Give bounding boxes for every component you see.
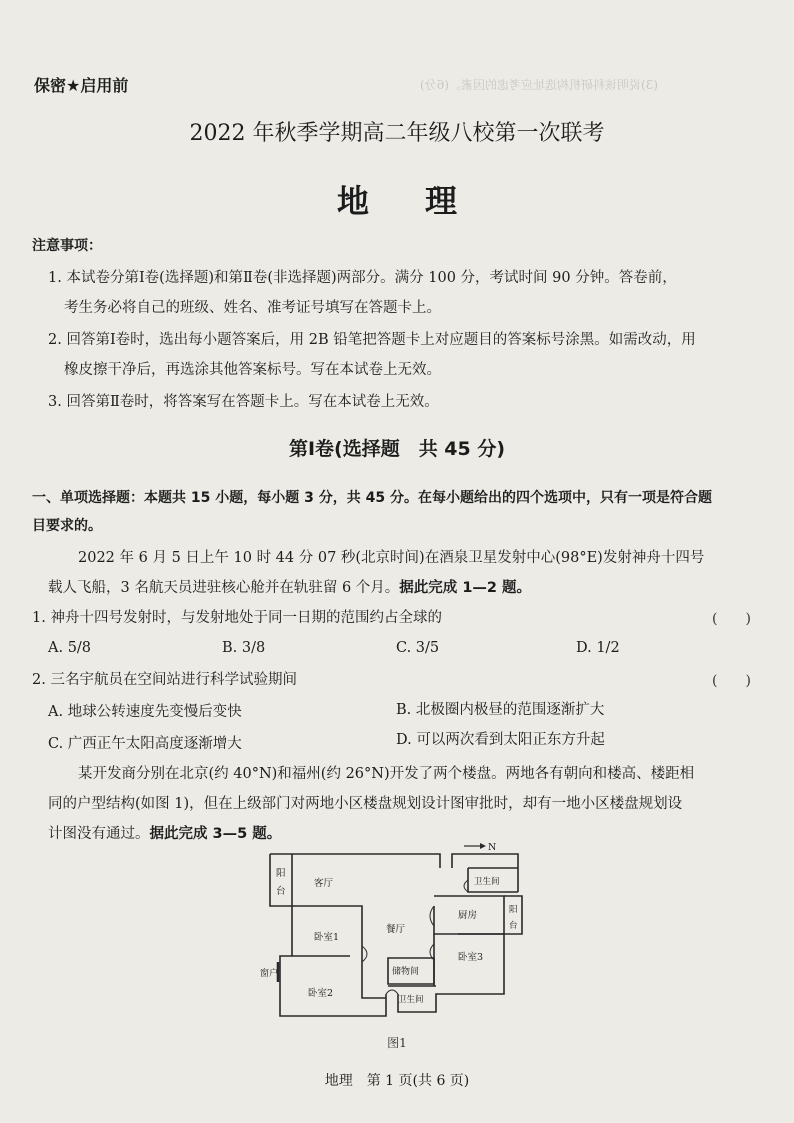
passage-2-line-2: 同的户型结构(如图 1)，但在上级部门对两地小区楼盘规划设计图审批时，却有一地小区楼盘规划设: [48, 796, 683, 812]
notice-item-2-line-2: 橡皮擦干净后，再选涂其他答案标号。写在本试卷上无效。: [64, 362, 441, 378]
question-1-option-b: B. 3/8: [222, 640, 266, 656]
passage-1-line-2-text: 载人飞船，3 名航天员进驻核心舱并在轨驻留 6 个月。: [48, 580, 400, 596]
room-balcony-right-2: 台: [509, 921, 518, 931]
passage-2-line-1: 某开发商分别在北京(约 40°N)和福州(约 26°N)开发了两个楼盘。两地各有朝向和楼高、楼距相: [78, 766, 695, 782]
figure-caption: 图1: [387, 1036, 407, 1050]
question-2-answer-paren: ( ): [712, 673, 751, 689]
question-2-stem: 2. 三名宇航员在空间站进行科学试验期间: [32, 672, 297, 688]
subject-title: 地理: [336, 182, 513, 220]
confidential-label: 保密★启用前: [34, 76, 129, 95]
passage-2-line-3: [48, 824, 281, 844]
notice-item-2-line-1: 2. 回答第Ⅰ卷时，选出每小题答案后，用 2B 铅笔把答题卡上对应题目的答案标号涂黑。如需改动，用: [48, 332, 696, 348]
label-window: 窗户: [260, 969, 279, 979]
question-2-option-a: A. 地球公转速度先变慢后变快: [48, 704, 242, 720]
room-bathroom-bottom: 卫生间: [398, 995, 424, 1005]
question-1-option-c: C. 3/5: [396, 640, 440, 656]
room-dining: 餐厅: [386, 924, 406, 935]
room-living: 客厅: [314, 878, 334, 889]
north-label: N: [488, 842, 497, 853]
section-instruction-line-1: 一、单项选择题：本题共 15 小题，每小题 3 分，共 45 分。在每小题给出的四个选项中，只有一项是符合题: [32, 490, 712, 506]
passage-1-instruction: 据此完成 1—2 题。: [399, 580, 532, 596]
question-1-stem: 1. 神舟十四号发射时，与发射地处于同一日期的范围约占全球的: [32, 610, 442, 626]
wall-bedroom-block: [292, 906, 386, 998]
room-storage: 储物间: [392, 967, 420, 977]
page-footer: 地理 第 1 页(共 6 页): [324, 1073, 470, 1089]
question-2-option-b: B. 北极圈内极昼的范围逐渐扩大: [396, 702, 605, 718]
floor-plan-figure: [258, 836, 538, 1026]
passage-1-line-1: 2022 年 6 月 5 日上午 10 时 44 分 07 秒(北京时间)在酒泉卫星发射中心(98°E)发射神舟十四号: [78, 550, 705, 566]
question-1-answer-paren: ( ): [712, 611, 751, 627]
north-arrow-head-icon: [480, 843, 486, 849]
notice-item-1-line-1: 1. 本试卷分第Ⅰ卷(选择题)和第Ⅱ卷(非选择题)两部分。满分 100 分，考试时间 90 分钟。答卷前，: [48, 270, 677, 286]
room-bedroom-2: 卧室2: [308, 988, 334, 999]
question-2-option-d: D. 可以两次看到太阳正东方升起: [396, 732, 605, 748]
wall-outer: [270, 854, 504, 1016]
exam-title: 2022 年秋季学期高二年级八校第一次联考: [189, 121, 605, 146]
room-balcony-right-1: 阳: [509, 905, 518, 915]
question-1-option-a: A. 5/8: [48, 640, 92, 656]
door-bathroom-bottom: [386, 990, 398, 994]
room-balcony-left-1: 阳: [276, 868, 286, 879]
section-instruction-line-2: 目要求的。: [32, 518, 102, 534]
room-bathroom-top: 卫生间: [474, 877, 500, 887]
show-through-text: (3)说明该科研机构选址应考虑的因素。(6分): [420, 78, 658, 92]
room-bedroom-1: 卧室1: [314, 932, 340, 943]
room-balcony-left-2: 台: [276, 886, 286, 897]
passage-1-line-2: [48, 578, 531, 598]
room-kitchen: 厨房: [458, 910, 478, 921]
passage-2-instruction: 据此完成 3—5 题。: [149, 826, 282, 842]
passage-2-line-3-text: 计图没有通过。: [48, 826, 150, 842]
notice-item-3: 3. 回答第Ⅱ卷时，将答案写在答题卡上。写在本试卷上无效。: [48, 394, 439, 410]
section-title: 第Ⅰ卷(选择题 共 45 分): [288, 438, 506, 460]
question-1-option-d: D. 1/2: [576, 640, 620, 656]
notice-heading: 注意事项：: [32, 238, 102, 254]
room-bedroom-3: 卧室3: [458, 952, 484, 963]
notice-item-1-line-2: 考生务必将自己的班级、姓名、准考证号填写在答题卡上。: [64, 300, 441, 316]
question-2-option-c: C. 广西正午太阳高度逐渐增大: [48, 736, 242, 752]
